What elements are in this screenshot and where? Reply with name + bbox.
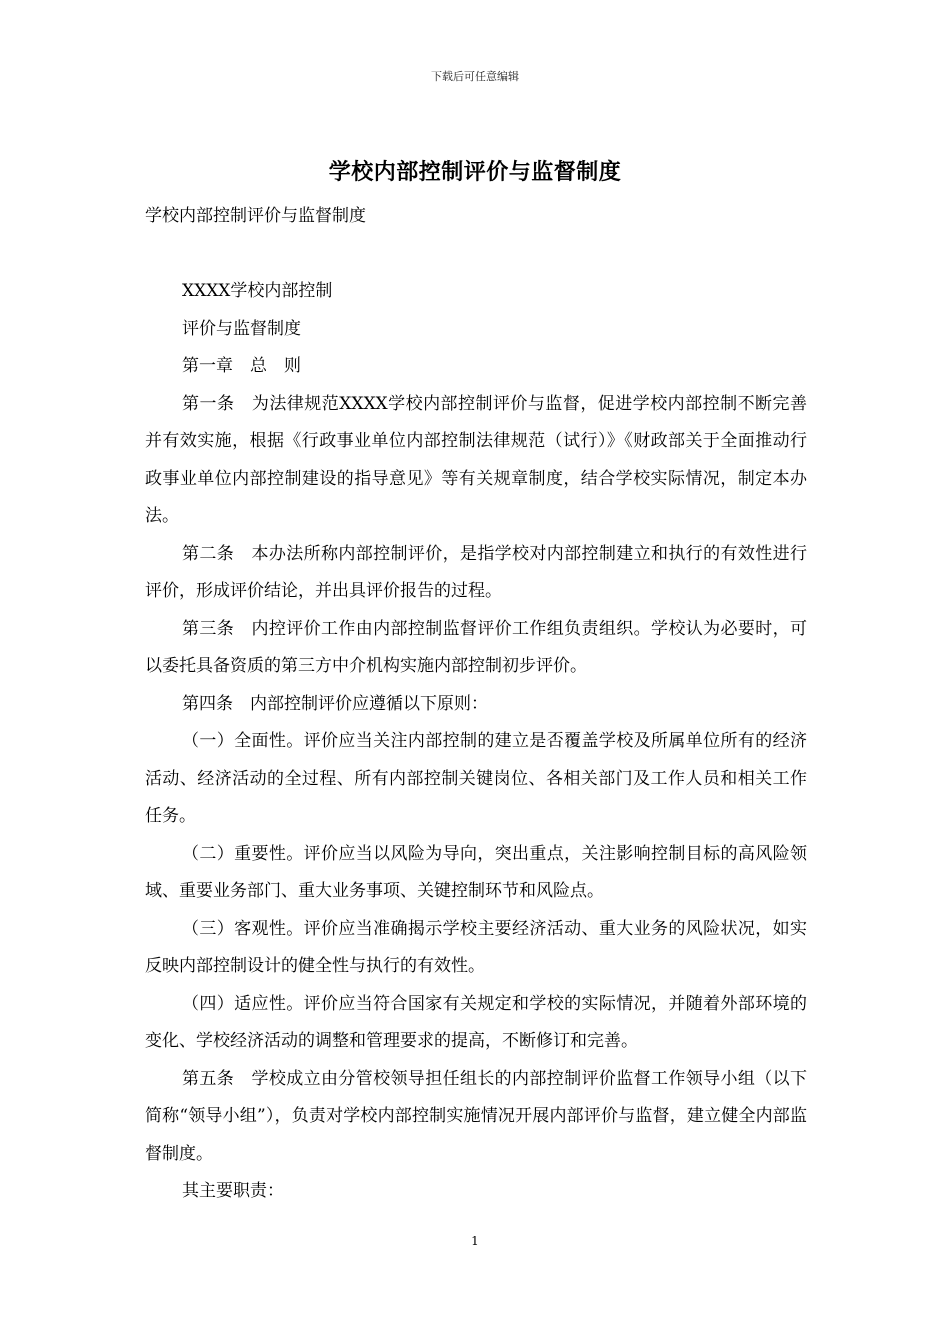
article-4: 第四条 内部控制评价应遵循以下原则： — [182, 693, 488, 714]
principle-objectivity: （三）客观性。评价应当准确揭示学校主要经济活动、重大业务的风险状况，如实反映内部控制设计的健全性与执行的有效性。 — [145, 918, 807, 976]
article-2: 第二条 本办法所称内部控制评价，是指学校对内部控制建立和执行的有效性进行评价，形成评价结论，并出具评价报告的过程。 — [145, 543, 807, 601]
page-header-note: 下载后可任意编辑 — [431, 70, 519, 83]
principle-adaptability: （四）适应性。评价应当符合国家有关规定和学校的实际情况，并随着外部环境的变化、学校经济活动的调整和管理要求的提高，不断修订和完善。 — [145, 993, 807, 1051]
document-body — [145, 198, 807, 1211]
article-1: 第一条 为法律规范XXXX学校内部控制评价与监督，促进学校内部控制不断完善并有效实施，根据《行政事业单位内部控制法律规范（试行）》《财政部关于全面推动行政事业单位内部控制建设的指导意见》等有关规章制度，结合学校实际情况，制定本办法。 — [145, 393, 807, 526]
document-subtitle: 学校内部控制评价与监督制度 — [145, 206, 366, 226]
paragraph-school-name: XXXX学校内部控制 — [182, 281, 333, 301]
paragraph-system-name: 评价与监督制度 — [182, 318, 301, 339]
article-3: 第三条 内控评价工作由内部控制监督评价工作组负责组织。学校认为必要时，可以委托具备资质的第三方中介机构实施内部控制初步评价。 — [145, 618, 807, 676]
principle-importance: （二）重要性。评价应当以风险为导向，突出重点，关注影响控制目标的高风险领域、重要业务部门、重大业务事项、关键控制环节和风险点。 — [145, 843, 807, 901]
principle-comprehensiveness: （一）全面性。评价应当关注内部控制的建立是否覆盖学校及所属单位所有的经济活动、经济活动的全过程、所有内部控制关键岗位、各相关部门及工作人员和相关工作任务。 — [145, 731, 807, 826]
main-duties: 其主要职责： — [182, 1181, 284, 1201]
chapter-heading: 第一章 总 则 — [182, 356, 301, 376]
article-5: 第五条 学校成立由分管校领导担任组长的内部控制评价监督工作领导小组（以下简称“领导小组”），负责对学校内部控制实施情况开展内部评价与监督，建立健全内部监督制度。 — [145, 1068, 807, 1164]
page-number: 1 — [471, 1234, 479, 1248]
blank-line — [145, 236, 807, 274]
document-title: 学校内部控制评价与监督制度 — [328, 159, 622, 185]
